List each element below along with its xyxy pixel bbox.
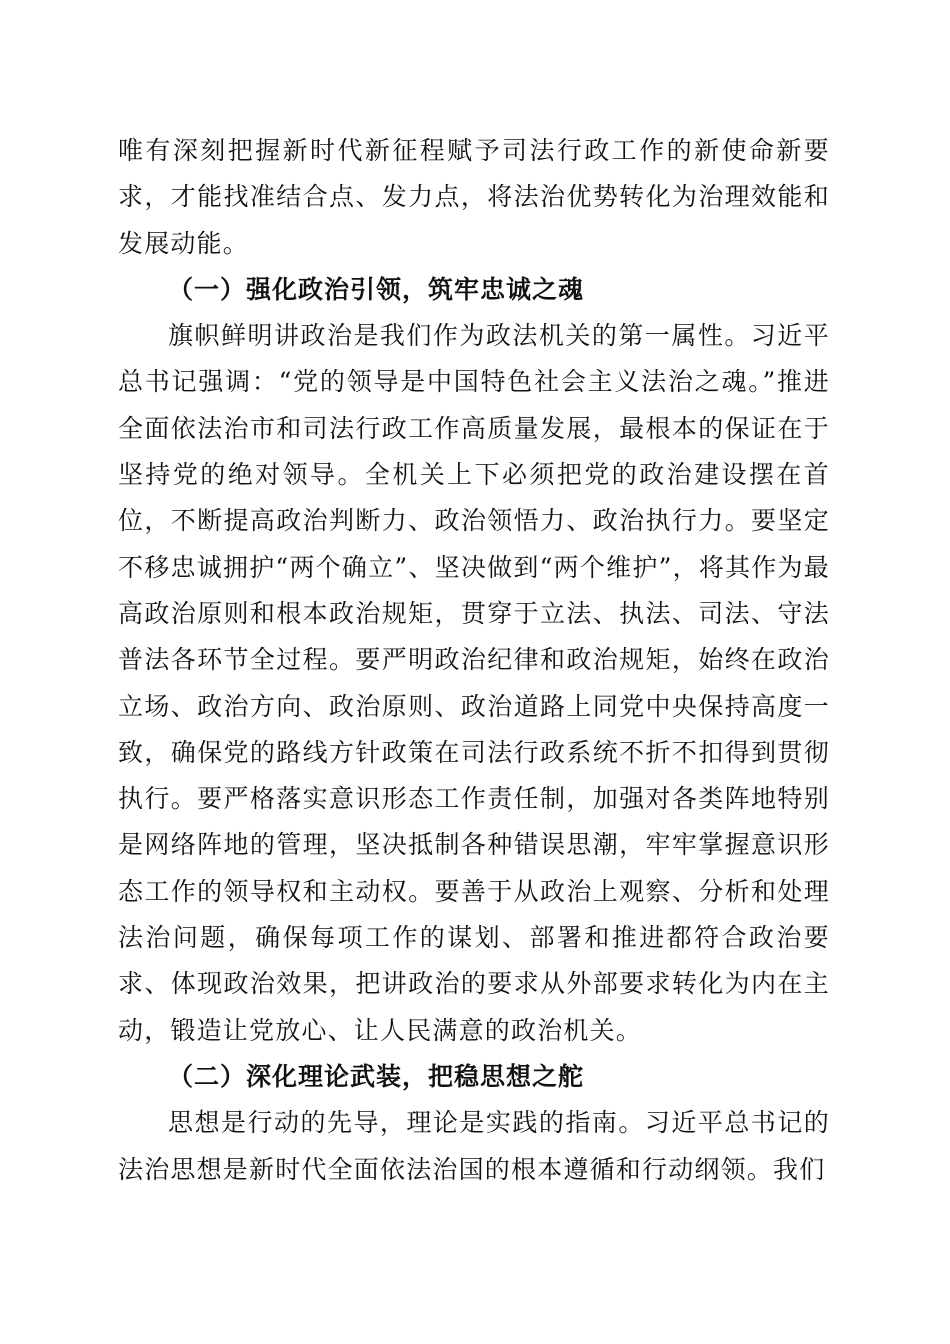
- paragraph-theory: 思想是行动的先导，理论是实践的指南。习近平总书记的法治思想是新时代全面依法治国的根本遵循和行动纲领。我们: [118, 1108, 830, 1184]
- section-heading-1: （一）强化政治引领，筑牢忠诚之魂: [168, 274, 585, 304]
- paragraph-intro: 唯有深刻把握新时代新征程赋予司法行政工作的新使命新要求，才能找准结合点、发力点，将法治优势转化为治理效能和发展动能。: [118, 136, 830, 258]
- document-body: [118, 128, 830, 1193]
- paragraph-political-leadership: 旗帜鲜明讲政治是我们作为政法机关的第一属性。习近平总书记强调：“党的领导是中国特色社会主义法治之魂。”推进全面依法治市和司法行政工作高质量发展，最根本的保证在于坚持党的绝对领导。全机关上下必须把党的政治建设摆在首位，不断提高政治判断力、政治领悟力、政治执行力。要坚定不移忠诚拥护“两个确立”、坚决做到“两个维护”，将其作为最高政治原则和根本政治规矩，贯穿于立法、执法、司法、守法普法各环节全过程。要严明政治纪律和政治规矩，始终在政治立场、政治方向、政治原则、政治道路上同党中央保持高度一致，确保党的路线方针政策在司法行政系统不折不扣得到贯彻执行。要严格落实意识形态工作责任制，加强对各类阵地特别是网络阵地的管理，坚决抵制各种错误思潮，牢牢掌握意识形态工作的领导权和主动权。要善于从政治上观察、分析和处理法治问题，确保每项工作的谋划、部署和推进都符合政治要求、体现政治效果，把讲政治的要求从外部要求转化为内在主动，锻造让党放心、让人民满意的政治机关。: [118, 321, 830, 1045]
- section-heading-2: （二）深化理论武装，把稳思想之舵: [168, 1061, 585, 1091]
